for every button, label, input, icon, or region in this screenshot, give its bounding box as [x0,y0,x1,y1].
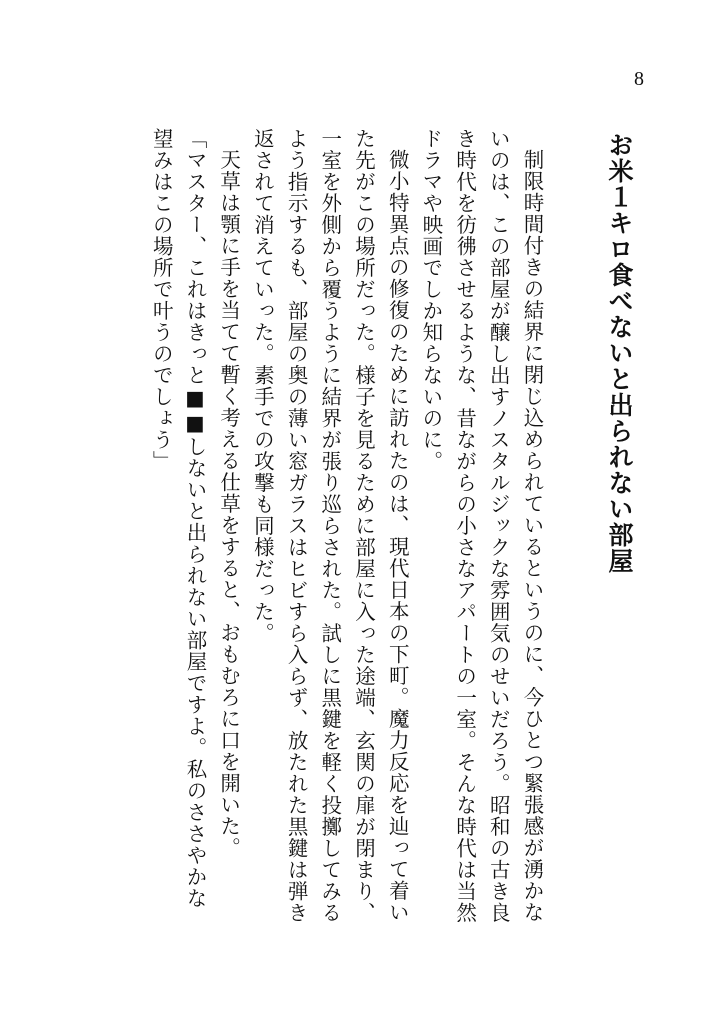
page-number: 8 [634,68,644,90]
chapter-title: お米１キロ食べないと出られない部屋 [605,132,634,574]
paragraph: 天草は顎に手を当てて暫く考える仕草をすると、おもむろに口を開いた。 [216,148,241,858]
paragraph: 微小特異点の修復のために訪れたのは、現代日本の下町。魔力反応を辿って着いた先がこの場所だった。様子を見るために部屋に入った途端、玄関の扉が閉まり、一室を外側から覆うように結界が張り巡らされた。試しに黒鍵を軽く投擲してみるよう指示するも、部屋の奥の薄い窓ガラスはヒビすら入らず、放たれた黒鍵は弾き返されて消えていった。素手での攻撃も同様だった。 [250,128,410,924]
body-text [144,128,548,928]
paragraph: 制限時間付きの結界に閉じ込められているというのに、今ひとつ緊張感が湧かないのは、この部屋が醸し出すノスタルジックな雰囲気のせいだろう。昭和の古き良き時代を彷彿させるような、昔ながらの小さなアパートの一室。そんな時代は当然ドラマや映画でしか知らないのに。 [418,128,544,924]
dialogue-quote: 「マスター、これはきっと■■しないと出られない部屋ですよ。私のささやかな望みはこの場所で叶うのでしょう」 [149,128,207,909]
